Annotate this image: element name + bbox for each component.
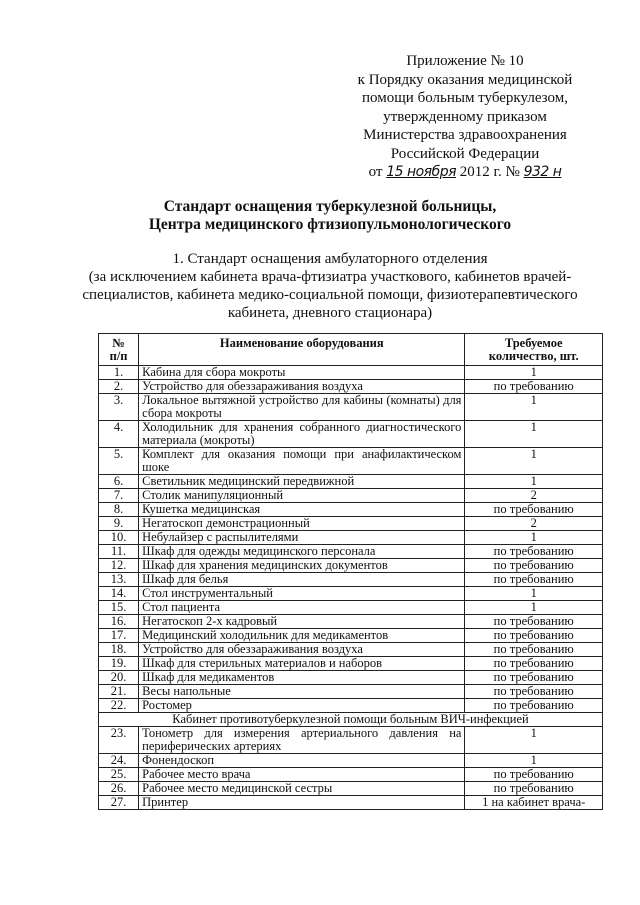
appendix-line: Приложение № 10 xyxy=(406,53,524,69)
table-header-row xyxy=(99,334,603,366)
table-row xyxy=(99,448,603,475)
table-row xyxy=(99,559,603,573)
equipment-name: Светильник медицинский передвижной xyxy=(139,475,465,489)
equipment-name: Стол пациента xyxy=(139,601,465,615)
equipment-quantity: по требованию xyxy=(465,573,603,587)
equipment-name: Шкаф для медикаментов xyxy=(139,671,465,685)
table-row xyxy=(99,394,603,421)
equipment-name: Медицинский холодильник для медикаментов xyxy=(139,629,465,643)
equipment-name: Устройство для обеззараживания воздуха xyxy=(139,643,465,657)
equipment-quantity: 1 xyxy=(465,475,603,489)
equipment-quantity: 2 xyxy=(465,489,603,503)
row-number: 20. xyxy=(99,671,139,685)
table-row xyxy=(99,517,603,531)
appendix-block xyxy=(330,52,600,182)
table-row xyxy=(99,768,603,782)
row-number: 4. xyxy=(99,421,139,448)
table-row xyxy=(99,545,603,559)
appendix-line: помощи больным туберкулезом, xyxy=(362,90,568,106)
table-row xyxy=(99,573,603,587)
row-number: 22. xyxy=(99,699,139,713)
table-row xyxy=(99,615,603,629)
equipment-quantity: по требованию xyxy=(465,699,603,713)
table-row xyxy=(99,699,603,713)
row-number: 21. xyxy=(99,685,139,699)
table-row xyxy=(99,489,603,503)
equipment-quantity: по требованию xyxy=(465,685,603,699)
equipment-name: Комплект для оказания помощи при анафилактическом шоке xyxy=(139,448,465,475)
row-number: 26. xyxy=(99,782,139,796)
equipment-quantity: 1 xyxy=(465,601,603,615)
row-number: 17. xyxy=(99,629,139,643)
section-note-line: кабинета, дневного стационара) xyxy=(227,305,433,321)
row-number: 19. xyxy=(99,657,139,671)
table-row xyxy=(99,503,603,517)
row-number: 11. xyxy=(99,545,139,559)
row-number: 23. xyxy=(99,727,139,754)
table-row xyxy=(99,671,603,685)
table-row xyxy=(99,587,603,601)
row-number: 14. xyxy=(99,587,139,601)
row-number: 5. xyxy=(99,448,139,475)
equipment-name: Шкаф для хранения медицинских документов xyxy=(139,559,465,573)
equipment-name: Кушетка медицинская xyxy=(139,503,465,517)
table-row xyxy=(99,421,603,448)
equipment-quantity: 1 xyxy=(465,394,603,421)
table-row xyxy=(99,601,603,615)
table-row xyxy=(99,657,603,671)
equipment-quantity: 1 xyxy=(465,421,603,448)
order-date-line xyxy=(330,163,600,182)
appendix-line: утвержденному приказом xyxy=(383,108,547,125)
row-number: 12. xyxy=(99,559,139,573)
equipment-name: Шкаф для одежды медицинского персонала xyxy=(139,545,465,559)
equipment-name: Рабочее место врача xyxy=(139,768,465,782)
table-row xyxy=(99,685,603,699)
document-title-line2: Центра медицинского фтизиопульмонологического xyxy=(148,216,512,233)
row-number: 8. xyxy=(99,503,139,517)
equipment-quantity: по требованию xyxy=(465,671,603,685)
handwritten-number: 932 н xyxy=(523,164,562,180)
appendix-line: Российской Федерации xyxy=(390,145,540,162)
equipment-quantity: по требованию xyxy=(465,545,603,559)
header-equipment-name: Наименование оборудования xyxy=(139,334,465,366)
equipment-quantity: по требованию xyxy=(465,615,603,629)
table-row xyxy=(99,475,603,489)
header-quantity: Требуемое количество, шт. xyxy=(465,334,603,366)
equipment-quantity: 1 xyxy=(465,754,603,768)
equipment-quantity: 2 xyxy=(465,517,603,531)
row-number: 6. xyxy=(99,475,139,489)
table-row xyxy=(99,531,603,545)
section-heading: 1. Стандарт оснащения амбулаторного отделения xyxy=(172,251,488,267)
row-number: 7. xyxy=(99,489,139,503)
section-row-title: Кабинет противотуберкулезной помощи больным ВИЧ-инфекцией xyxy=(99,713,603,727)
table-row xyxy=(99,643,603,657)
row-number: 27. xyxy=(99,796,139,810)
section-note-line: специалистов, кабинета медико-социальной помощи, физиотерапевтического xyxy=(82,287,578,303)
row-number: 1. xyxy=(99,366,139,380)
date-prefix: от xyxy=(368,164,383,180)
equipment-name: Шкаф для стерильных материалов и наборов xyxy=(139,657,465,671)
document-title-line1: Стандарт оснащения туберкулезной больницы, xyxy=(163,198,497,215)
equipment-name: Тонометр для измерения артериального давления на периферических артериях xyxy=(139,727,465,754)
table-row xyxy=(99,366,603,380)
equipment-quantity: 1 xyxy=(465,727,603,754)
row-number: 13. xyxy=(99,573,139,587)
equipment-name: Устройство для обеззараживания воздуха xyxy=(139,380,465,394)
header-number: № п/п xyxy=(99,334,139,366)
equipment-quantity: по требованию xyxy=(465,782,603,796)
equipment-quantity: 1 xyxy=(465,366,603,380)
equipment-name: Небулайзер с распылителями xyxy=(139,531,465,545)
equipment-name: Негатоскоп 2-х кадровый xyxy=(139,615,465,629)
equipment-name: Ростомер xyxy=(139,699,465,713)
row-number: 24. xyxy=(99,754,139,768)
row-number: 15. xyxy=(99,601,139,615)
equipment-table xyxy=(98,333,603,810)
equipment-name: Столик манипуляционный xyxy=(139,489,465,503)
table-body xyxy=(99,366,603,810)
section-note-line: (за исключением кабинета врача-фтизиатра участкового, кабинетов врачей- xyxy=(88,269,572,285)
row-number: 9. xyxy=(99,517,139,531)
equipment-quantity: по требованию xyxy=(465,503,603,517)
row-number: 10. xyxy=(99,531,139,545)
equipment-quantity: по требованию xyxy=(465,559,603,573)
table-row xyxy=(99,796,603,810)
equipment-name: Принтер xyxy=(139,796,465,810)
equipment-name: Холодильник для хранения собранного диагностического материала (мокроты) xyxy=(139,421,465,448)
equipment-name: Локальное вытяжной устройство для кабины (комнаты) для сбора мокроты xyxy=(139,394,465,421)
equipment-quantity: по требованию xyxy=(465,768,603,782)
date-year: 2012 г. № xyxy=(459,164,520,180)
equipment-quantity: по требованию xyxy=(465,380,603,394)
equipment-name: Негатоскоп демонстрационный xyxy=(139,517,465,531)
equipment-name: Весы напольные xyxy=(139,685,465,699)
equipment-quantity: 1 на кабинет врача- xyxy=(465,796,603,810)
handwritten-date: 15 ноября xyxy=(386,164,457,180)
equipment-name: Стол инструментальный xyxy=(139,587,465,601)
table-row xyxy=(99,727,603,754)
equipment-name: Кабина для сбора мокроты xyxy=(139,366,465,380)
table-row xyxy=(99,380,603,394)
table-row xyxy=(99,782,603,796)
row-number: 25. xyxy=(99,768,139,782)
equipment-quantity: по требованию xyxy=(465,629,603,643)
equipment-quantity: по требованию xyxy=(465,643,603,657)
table-row xyxy=(99,754,603,768)
row-number: 3. xyxy=(99,394,139,421)
equipment-quantity: 1 xyxy=(465,531,603,545)
equipment-name: Рабочее место медицинской сестры xyxy=(139,782,465,796)
appendix-line: Министерства здравоохранения xyxy=(363,127,567,143)
table-section-row xyxy=(99,713,603,727)
equipment-name: Фонендоскоп xyxy=(139,754,465,768)
equipment-quantity: 1 xyxy=(465,448,603,475)
equipment-quantity: 1 xyxy=(465,587,603,601)
equipment-quantity: по требованию xyxy=(465,657,603,671)
table-row xyxy=(99,629,603,643)
row-number: 18. xyxy=(99,643,139,657)
row-number: 2. xyxy=(99,380,139,394)
row-number: 16. xyxy=(99,615,139,629)
appendix-line: к Порядку оказания медицинской xyxy=(357,71,573,88)
equipment-name: Шкаф для белья xyxy=(139,573,465,587)
